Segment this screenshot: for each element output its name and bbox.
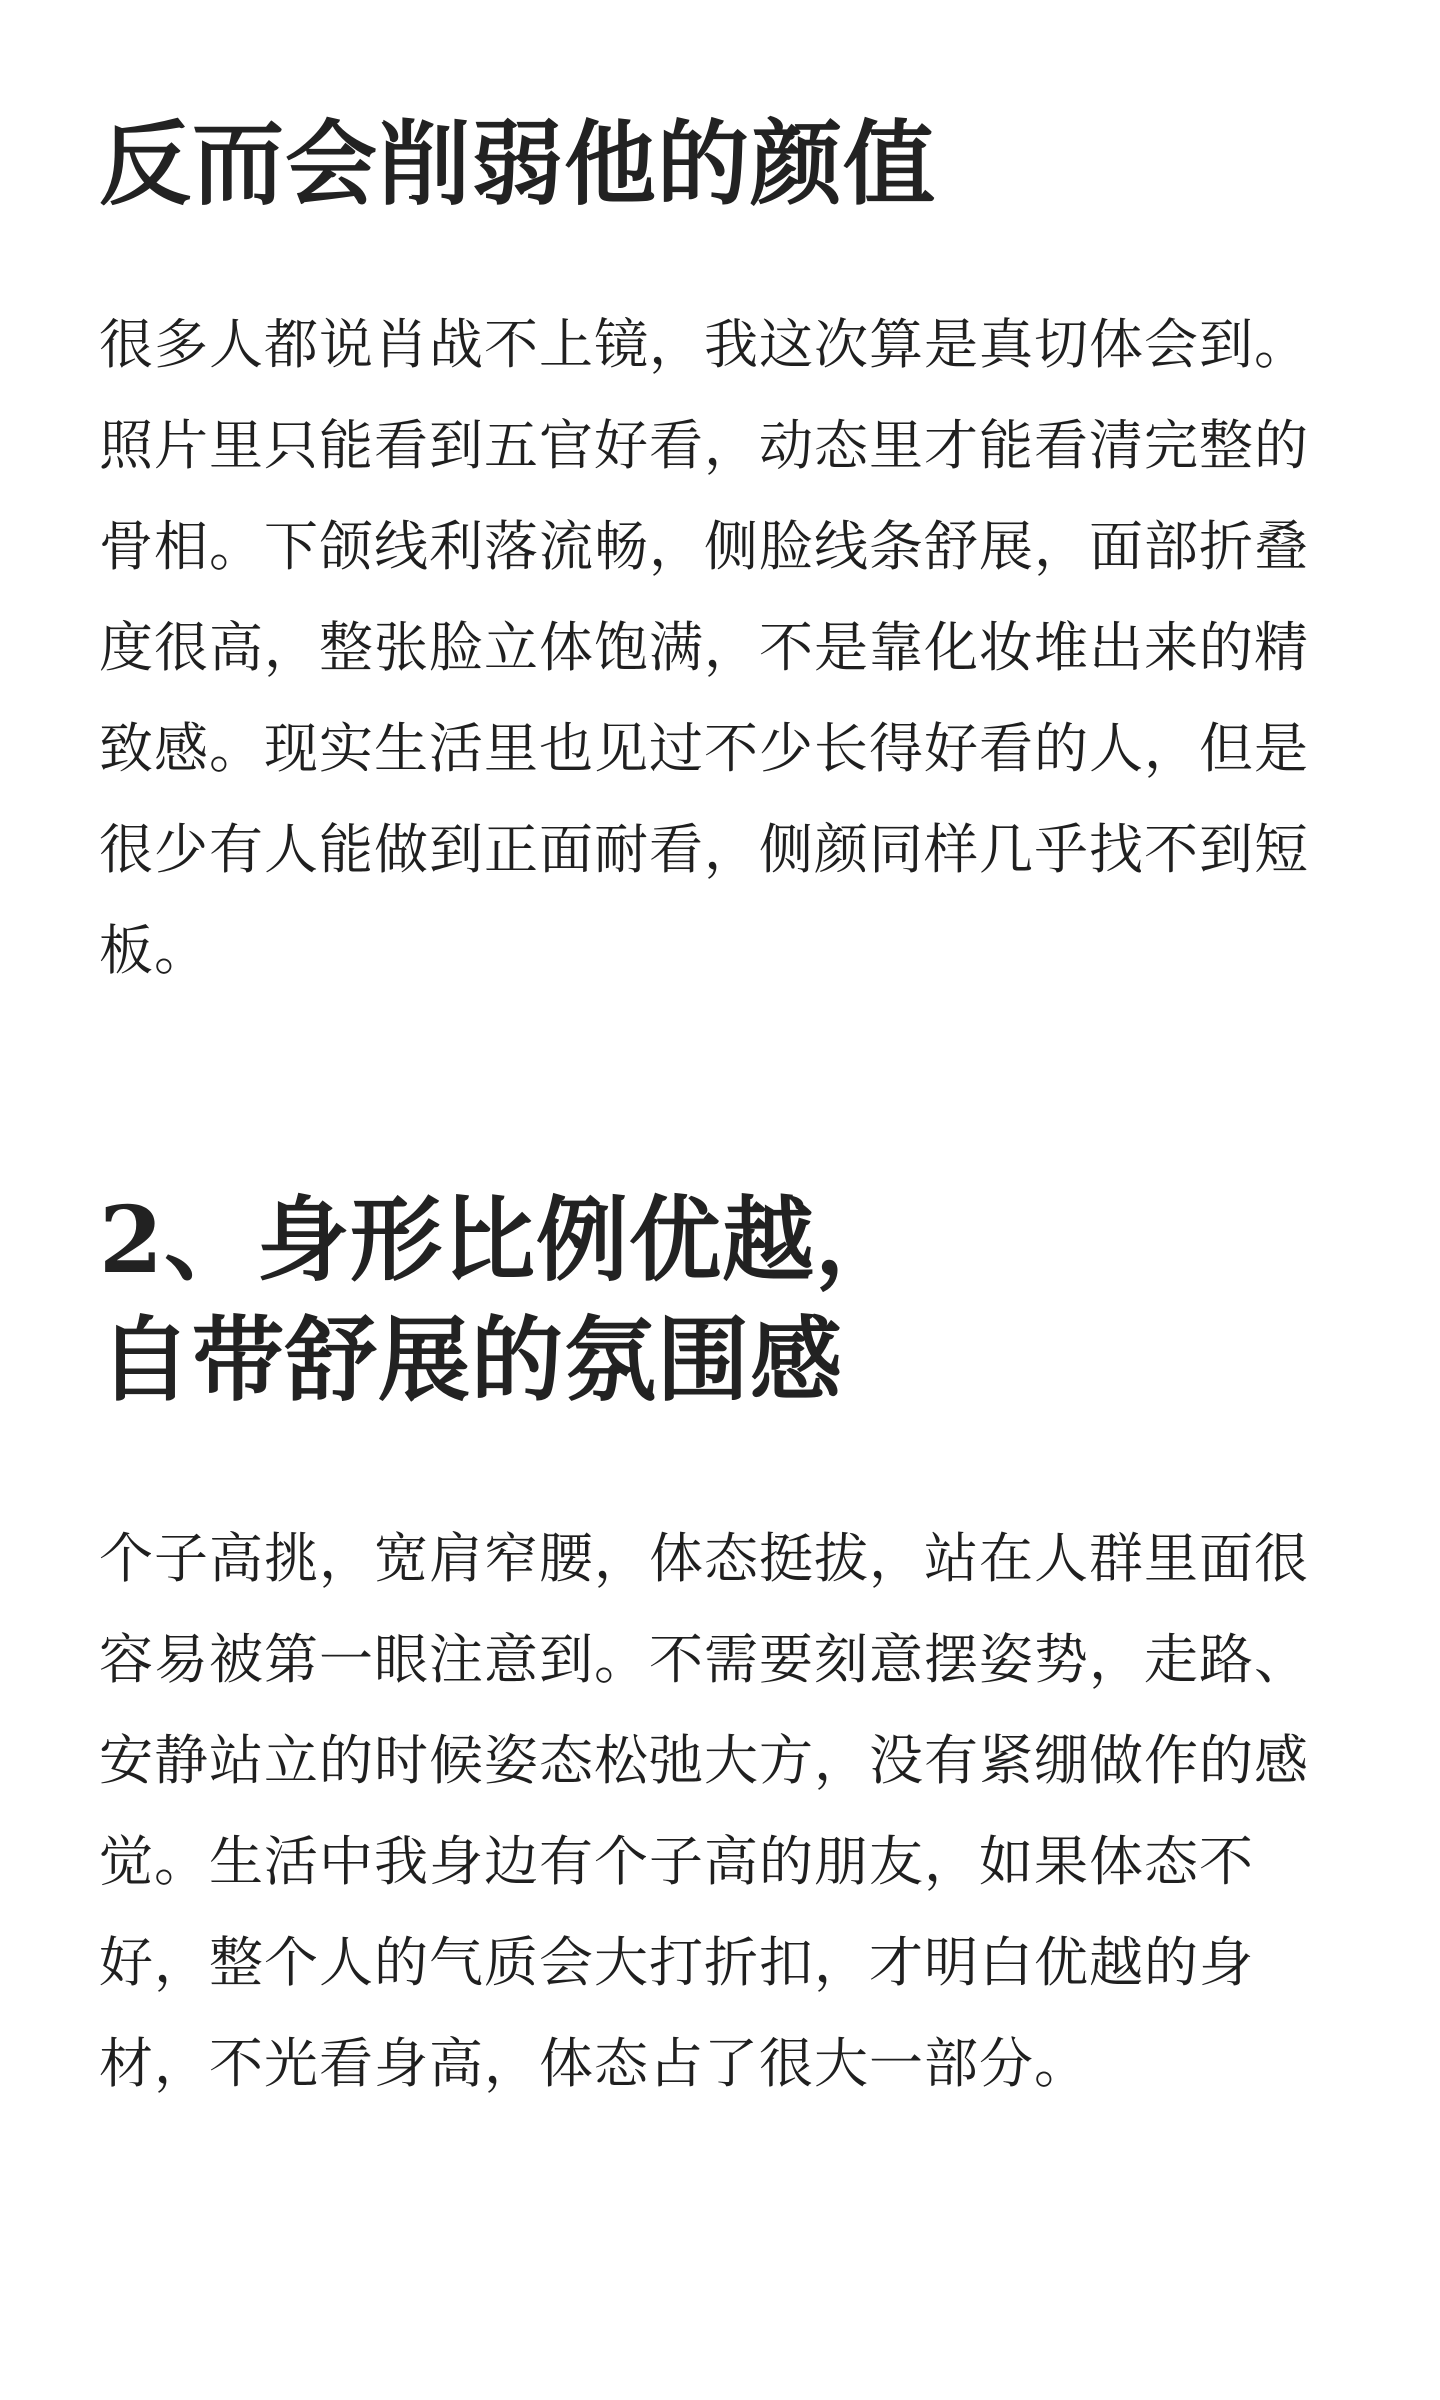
paragraph-line: 很少有人能做到正面耐看，侧颜同样几乎找不到短 [99,818,1309,881]
paragraph-line: 度很高，整张脸立体饱满，不是靠化妆堆出来的精 [99,616,1309,679]
paragraph-line: 照片里只能看到五官好看，动态里才能看清完整的 [99,414,1309,477]
paragraph-line: 材，不光看身高，体态占了很大一部分。 [99,2032,1089,2095]
section-paragraph [99,1508,1341,2114]
paragraph-line: 个子高挑，宽肩窄腰，体态挺拔，站在人群里面很 [99,1527,1309,1590]
paragraph-line: 好，整个人的气质会大打折扣，才明白优越的身 [99,1931,1254,1994]
paragraph-line: 觉。生活中我身边有个子高的朋友，如果体态不 [99,1830,1254,1893]
paragraph-line: 很多人都说肖战不上镜，我这次算是真切体会到。 [99,313,1309,376]
section-paragraph [99,294,1341,1001]
paragraph-line: 骨相。下颌线利落流畅，侧脸线条舒展，面部折叠 [99,515,1309,578]
article-section-face [99,104,1341,1001]
paragraph-line: 板。 [99,919,209,982]
section-heading: 2、身形比例优越， 自带舒展的氛围感 [99,1186,909,1414]
section-heading: 反而会削弱他的颜值 [99,110,937,218]
article-section-figure [99,1180,1341,2114]
paragraph-line: 安静站立的时候姿态松弛大方，没有紧绷做作的感 [99,1729,1309,1792]
paragraph-line: 致感。现实生活里也见过不少长得好看的人，但是 [99,717,1309,780]
paragraph-line: 容易被第一眼注意到。不需要刻意摆姿势，走路、 [99,1628,1309,1691]
